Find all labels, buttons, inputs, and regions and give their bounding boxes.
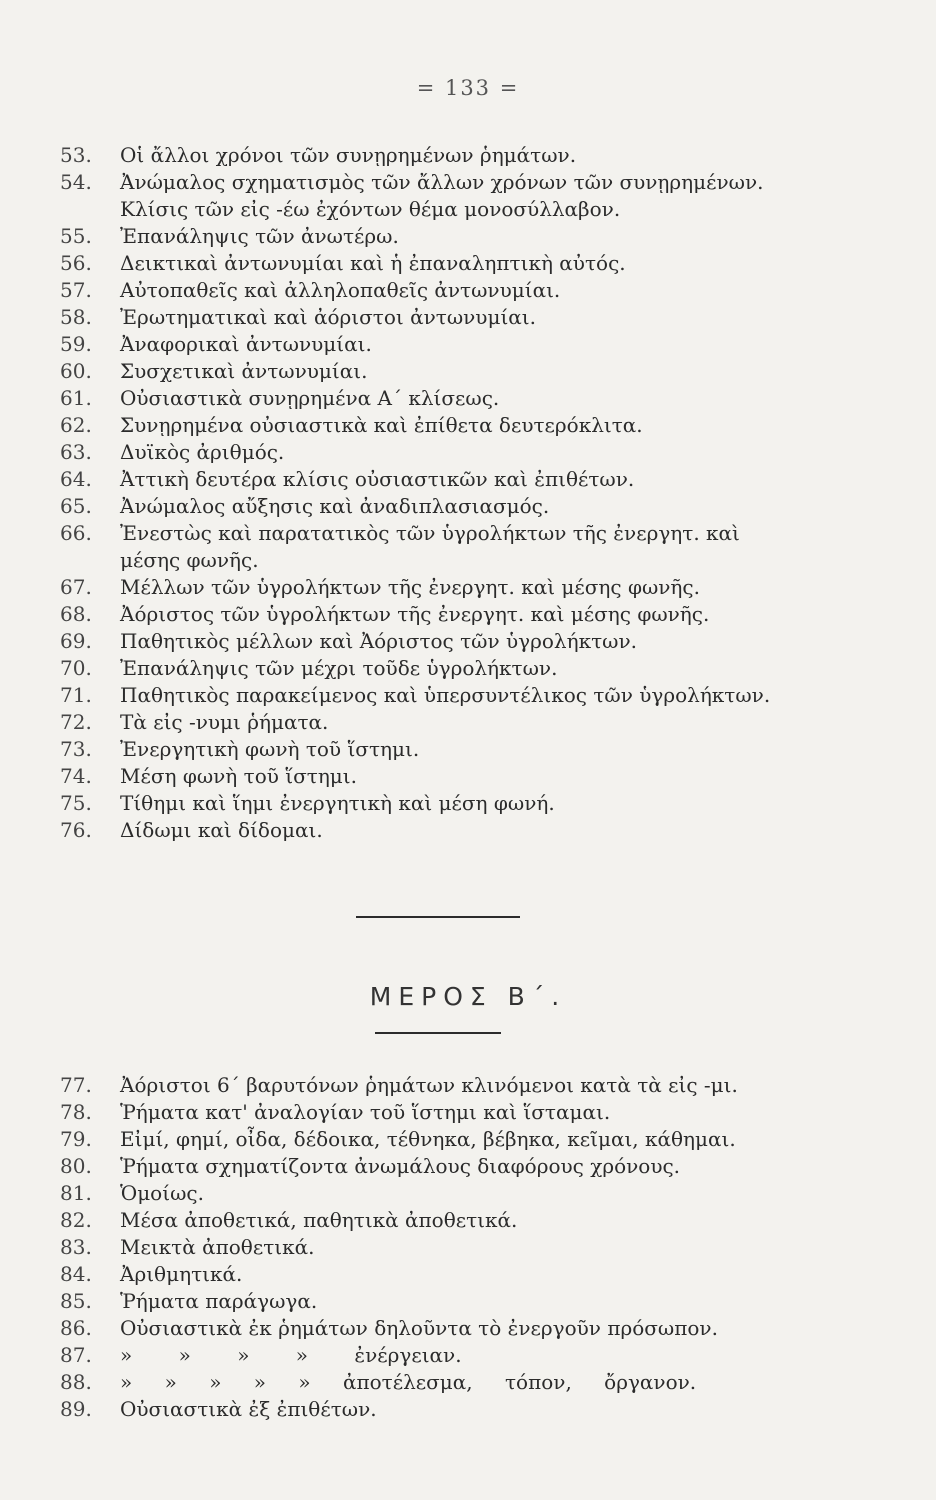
list-item xyxy=(60,1315,836,1342)
item-number: 61. xyxy=(60,386,92,410)
item-title: Τὰ εἰς -νυμι ῥήματα. xyxy=(120,710,329,734)
item-number: 71. xyxy=(60,683,92,707)
item-number: 55. xyxy=(60,224,92,248)
item-number: 69. xyxy=(60,629,92,653)
item-number: 84. xyxy=(60,1262,92,1286)
item-title: Ἐπανάληψις τῶν ἀνωτέρω. xyxy=(120,224,399,248)
item-title: Ἀριθμητικά. xyxy=(120,1262,243,1286)
part-b-contents-list xyxy=(60,1072,836,1423)
item-number: 62. xyxy=(60,413,92,437)
item-title: Συνῃρημένα οὐσιαστικὰ καὶ ἐπίθετα δευτερόκλιτα. xyxy=(120,413,643,437)
item-title: Ῥήματα κατ' ἀναλογίαν τοῦ ἵστημι καὶ ἵσταμαι. xyxy=(120,1100,611,1124)
item-number: 73. xyxy=(60,737,92,761)
item-number: 78. xyxy=(60,1100,92,1124)
item-title: Παθητικὸς παρακείμενος καὶ ὑπερσυντέλικος τῶν ὑγρολήκτων. xyxy=(120,683,771,707)
item-number: 64. xyxy=(60,467,92,491)
section-divider-bottom xyxy=(375,1032,501,1034)
item-title: Παθητικὸς μέλλων καὶ Ἀόριστος τῶν ὑγρολήκτων. xyxy=(120,629,637,653)
list-item xyxy=(60,1342,836,1369)
list-item xyxy=(60,520,836,574)
list-item xyxy=(60,709,836,736)
list-item xyxy=(60,628,836,655)
item-number: 74. xyxy=(60,764,92,788)
item-title: Μέσα ἀποθετικά, παθητικὰ ἀποθετικά. xyxy=(120,1208,518,1232)
list-item xyxy=(60,277,836,304)
part-a-contents-list xyxy=(60,142,836,844)
item-number: 83. xyxy=(60,1235,92,1259)
list-item xyxy=(60,1153,836,1180)
item-title: Ἐνεργητικὴ φωνὴ τοῦ ἵστημι. xyxy=(120,737,420,761)
item-number: 77. xyxy=(60,1073,92,1097)
item-number: 63. xyxy=(60,440,92,464)
item-number: 82. xyxy=(60,1208,92,1232)
item-number: 70. xyxy=(60,656,92,680)
item-title: Ὁμοίως. xyxy=(120,1181,204,1205)
item-number: 86. xyxy=(60,1316,92,1340)
item-title: Ἀνώμαλος αὔξησις καὶ ἀναδιπλασιασμός. xyxy=(120,494,550,518)
list-item xyxy=(60,385,836,412)
item-number: 66. xyxy=(60,521,92,545)
item-number: 56. xyxy=(60,251,92,275)
list-item xyxy=(60,1396,836,1423)
item-number: 89. xyxy=(60,1397,92,1421)
list-item xyxy=(60,466,836,493)
item-title: Μέση φωνὴ τοῦ ἵστημι. xyxy=(120,764,358,788)
list-item xyxy=(60,223,836,250)
item-title: » » » » » ἀποτέλεσμα, τόπον, ὄργανον. xyxy=(120,1370,697,1394)
list-item xyxy=(60,169,836,223)
list-item xyxy=(60,736,836,763)
list-item xyxy=(60,439,836,466)
list-item xyxy=(60,1126,836,1153)
item-title: » » » » ἐνέργειαν. xyxy=(120,1343,462,1367)
item-title: Ἀόριστος τῶν ὑγρολήκτων τῆς ἐνεργητ. καὶ μέσης φωνῆς. xyxy=(120,602,710,626)
item-number: 79. xyxy=(60,1127,92,1151)
item-title: Τίθημι καὶ ἵημι ἐνεργητικὴ καὶ μέση φωνή. xyxy=(120,791,555,815)
item-title: Ἀναφορικαὶ ἀντωνυμίαι. xyxy=(120,332,372,356)
item-title: Οὐσιαστικὰ ἐκ ῥημάτων δηλοῦντα τὸ ἐνεργοῦν πρόσωπον. xyxy=(120,1316,718,1340)
list-item xyxy=(60,763,836,790)
item-title: Οὐσιαστικὰ ἐξ ἐπιθέτων. xyxy=(120,1397,377,1421)
item-title: Μεικτὰ ἀποθετικά. xyxy=(120,1235,315,1259)
item-number: 58. xyxy=(60,305,92,329)
list-item xyxy=(60,358,836,385)
list-item xyxy=(60,493,836,520)
list-item xyxy=(60,331,836,358)
item-number: 65. xyxy=(60,494,92,518)
list-item xyxy=(60,574,836,601)
list-item xyxy=(60,1234,836,1261)
page-number: = 133 = xyxy=(416,76,520,100)
list-item xyxy=(60,1180,836,1207)
item-number: 59. xyxy=(60,332,92,356)
list-item xyxy=(60,412,836,439)
item-title: Ἀόριστοι 6΄ βαρυτόνων ῥημάτων κλινόμενοι κατὰ τὰ εἰς -μι. xyxy=(120,1073,738,1097)
item-title: Ἀνώμαλος σχηματισμὸς τῶν ἄλλων χρόνων τῶν συνῃρημένων. Κλίσις τῶν εἰς -έω ἐχόντων θέμα μονοσύλλαβον. xyxy=(120,170,764,221)
item-title: Ἐνεστὼς καὶ παρατατικὸς τῶν ὑγρολήκτων τῆς ἐνεργητ. καὶ μέσης φωνῆς. xyxy=(120,521,740,572)
item-title: Εἰμί, φημί, οἶδα, δέδοικα, τέθνηκα, βέβηκα, κεῖμαι, κάθημαι. xyxy=(120,1127,736,1151)
item-title: Ῥήματα σχηματίζοντα ἀνωμάλους διαφόρους χρόνους. xyxy=(120,1154,681,1178)
list-item xyxy=(60,1288,836,1315)
item-number: 75. xyxy=(60,791,92,815)
item-number: 72. xyxy=(60,710,92,734)
list-item xyxy=(60,1369,836,1396)
item-title: Ῥήματα παράγωγα. xyxy=(120,1289,318,1313)
list-item xyxy=(60,1207,836,1234)
item-number: 88. xyxy=(60,1370,92,1394)
item-number: 67. xyxy=(60,575,92,599)
item-number: 57. xyxy=(60,278,92,302)
item-number: 76. xyxy=(60,818,92,842)
item-title: Συσχετικαὶ ἀντωνυμίαι. xyxy=(120,359,368,383)
item-number: 60. xyxy=(60,359,92,383)
list-item xyxy=(60,1099,836,1126)
list-item xyxy=(60,817,836,844)
item-title: Ἐρωτηματικαὶ καὶ ἀόριστοι ἀντωνυμίαι. xyxy=(120,305,536,329)
part-b-heading: ΜΕΡΟΣ Β΄. xyxy=(369,982,567,1011)
section-divider-top xyxy=(356,916,520,918)
list-item xyxy=(60,601,836,628)
list-item xyxy=(60,1072,836,1099)
list-item xyxy=(60,1261,836,1288)
item-title: Αὐτοπαθεῖς καὶ ἀλληλοπαθεῖς ἀντωνυμίαι. xyxy=(120,278,561,302)
item-title: Οἱ ἄλλοι χρόνοι τῶν συνῃρημένων ῥημάτων. xyxy=(120,143,577,167)
item-number: 68. xyxy=(60,602,92,626)
item-number: 87. xyxy=(60,1343,92,1367)
item-title: Δεικτικαὶ ἀντωνυμίαι καὶ ἡ ἐπαναληπτικὴ αὐτός. xyxy=(120,251,626,275)
list-item xyxy=(60,682,836,709)
item-title: Οὐσιαστικὰ συνῃρημένα Α΄ κλίσεως. xyxy=(120,386,500,410)
item-number: 54. xyxy=(60,170,92,194)
item-title: Ἐπανάληψις τῶν μέχρι τοῦδε ὑγρολήκτων. xyxy=(120,656,558,680)
item-title: Ἀττικὴ δευτέρα κλίσις οὐσιαστικῶν καὶ ἐπιθέτων. xyxy=(120,467,635,491)
item-number: 85. xyxy=(60,1289,92,1313)
item-number: 81. xyxy=(60,1181,92,1205)
list-item xyxy=(60,304,836,331)
item-number: 80. xyxy=(60,1154,92,1178)
item-number: 53. xyxy=(60,143,92,167)
list-item xyxy=(60,655,836,682)
item-title: Μέλλων τῶν ὑγρολήκτων τῆς ἐνεργητ. καὶ μέσης φωνῆς. xyxy=(120,575,700,599)
item-title: Δυϊκὸς ἀριθμός. xyxy=(120,440,285,464)
list-item xyxy=(60,790,836,817)
list-item xyxy=(60,250,836,277)
item-title: Δίδωμι καὶ δίδομαι. xyxy=(120,818,323,842)
list-item xyxy=(60,142,836,169)
